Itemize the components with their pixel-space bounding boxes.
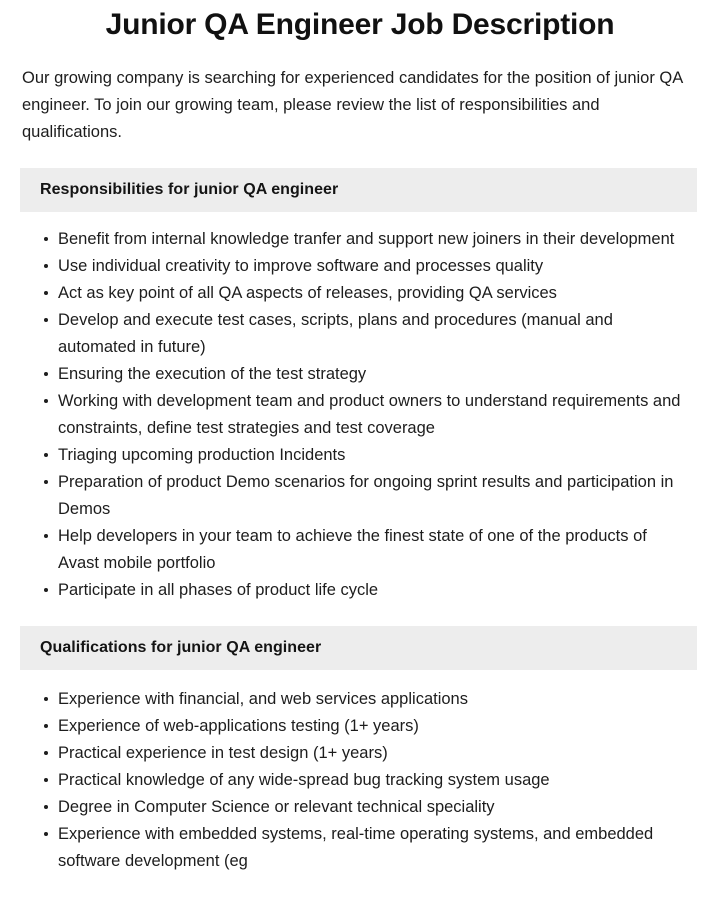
bullet-point-icon bbox=[44, 778, 48, 782]
bullet-point-icon bbox=[44, 264, 48, 268]
section-header-responsibilities bbox=[20, 168, 697, 212]
bullet-point-icon bbox=[44, 399, 48, 403]
list-item bbox=[44, 361, 690, 388]
list-item-text: Experience with embedded systems, real-time operating systems, and embedded software development (eg bbox=[58, 825, 654, 870]
bullet-point-icon bbox=[44, 832, 48, 836]
list-item bbox=[44, 523, 690, 577]
bullet-point-icon bbox=[44, 751, 48, 755]
list-item bbox=[44, 821, 690, 875]
bullet-point-icon bbox=[44, 291, 48, 295]
section-heading-label: Responsibilities for junior QA engineer bbox=[40, 181, 339, 198]
list-item-text: Participate in all phases of product life cycle bbox=[58, 581, 379, 599]
bullet-point-icon bbox=[44, 805, 48, 809]
list-item bbox=[44, 577, 690, 604]
list-item bbox=[44, 767, 690, 794]
section-heading-label: Qualifications for junior QA engineer bbox=[40, 639, 322, 656]
list-item-text: Practical experience in test design (1+ years) bbox=[58, 744, 388, 762]
page-title: Junior QA Engineer Job Description bbox=[105, 8, 615, 41]
list-item-text: Use individual creativity to improve software and processes quality bbox=[58, 257, 544, 275]
list-item-text: Act as key point of all QA aspects of releases, providing QA services bbox=[58, 284, 557, 302]
list-item bbox=[44, 740, 690, 767]
list-item bbox=[44, 388, 690, 442]
bullet-point-icon bbox=[44, 697, 48, 701]
list-item-text: Experience with financial, and web services applications bbox=[58, 690, 468, 708]
list-item-text: Preparation of product Demo scenarios for ongoing sprint results and participation in Demos bbox=[58, 473, 674, 518]
list-item-text: Practical knowledge of any wide-spread bug tracking system usage bbox=[58, 771, 550, 789]
bullet-point-icon bbox=[44, 588, 48, 592]
list-item-text: Benefit from internal knowledge tranfer and support new joiners in their development bbox=[58, 230, 675, 248]
responsibilities-list bbox=[0, 212, 720, 604]
list-item-text: Help developers in your team to achieve the finest state of one of the products of Avast mobile portfolio bbox=[58, 527, 647, 572]
list-item bbox=[44, 253, 690, 280]
bullet-point-icon bbox=[44, 724, 48, 728]
bullet-point-icon bbox=[44, 453, 48, 457]
bullet-point-icon bbox=[44, 237, 48, 241]
bullet-point-icon bbox=[44, 534, 48, 538]
list-item bbox=[44, 280, 690, 307]
list-item-text: Experience of web-applications testing (1+ years) bbox=[58, 717, 419, 735]
section-header-qualifications bbox=[20, 626, 697, 670]
bullet-point-icon bbox=[44, 318, 48, 322]
list-item bbox=[44, 469, 690, 523]
list-item bbox=[44, 794, 690, 821]
list-item bbox=[44, 226, 690, 253]
bullet-point-icon bbox=[44, 480, 48, 484]
list-item-text: Ensuring the execution of the test strategy bbox=[58, 365, 367, 383]
list-item bbox=[44, 442, 690, 469]
intro-paragraph: Our growing company is searching for experienced candidates for the position of junior QA engineer. To join our growing team, please review the list of responsibilities and qualifications. bbox=[22, 69, 683, 141]
list-item-text: Triaging upcoming production Incidents bbox=[58, 446, 346, 464]
bullet-point-icon bbox=[44, 372, 48, 376]
qualifications-list bbox=[0, 670, 720, 875]
list-item-text: Working with development team and product owners to understand requirements and constraints, define test strategies and test coverage bbox=[58, 392, 681, 437]
list-item bbox=[44, 307, 690, 361]
list-item-text: Develop and execute test cases, scripts, plans and procedures (manual and automated in future) bbox=[58, 311, 613, 356]
list-item-text: Degree in Computer Science or relevant technical speciality bbox=[58, 798, 495, 816]
list-item bbox=[44, 686, 690, 713]
list-item bbox=[44, 713, 690, 740]
